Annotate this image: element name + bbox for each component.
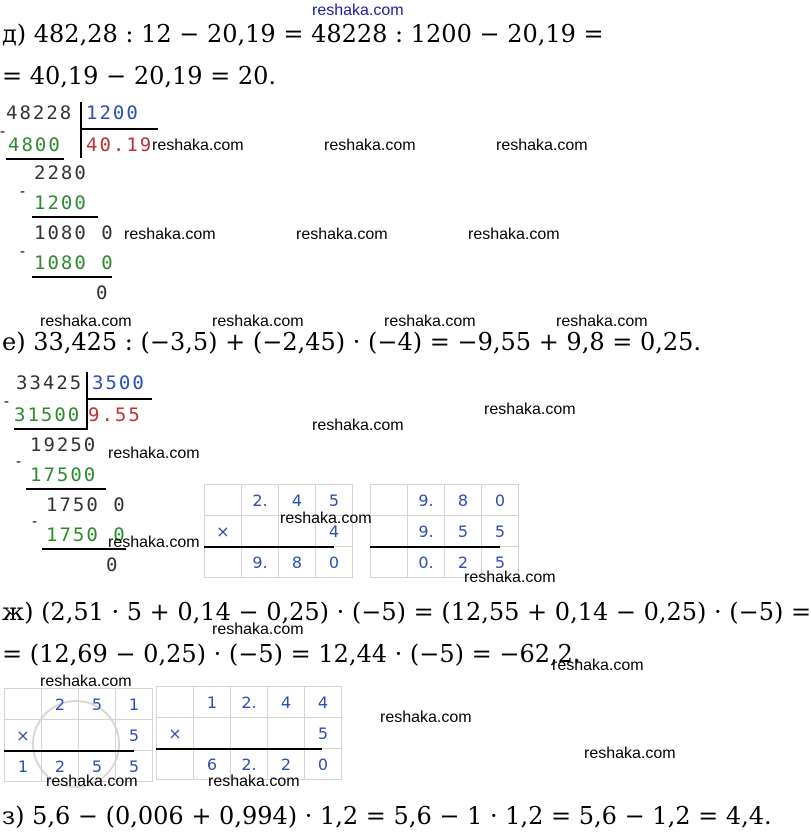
divisor: 3500 xyxy=(92,372,146,394)
step-6: 0 xyxy=(106,554,120,576)
step-line xyxy=(6,158,64,160)
header-watermark: reshaka.com xyxy=(312,2,404,19)
digit-cell: 2. xyxy=(231,687,268,718)
digit-cell: 5 xyxy=(79,689,116,720)
step-line xyxy=(14,428,86,430)
divisor: 1200 xyxy=(86,102,140,124)
minus-sign: - xyxy=(20,244,26,260)
step-1: 31500 xyxy=(14,404,82,426)
watermark: reshaka.com xyxy=(552,657,644,674)
multiplication-grid-e xyxy=(204,484,353,578)
watermark: reshaka.com xyxy=(108,534,200,551)
step-4: 1080 0 xyxy=(34,222,115,244)
subtraction-grid-e xyxy=(370,484,519,578)
watermark: reshaka.com xyxy=(464,569,556,586)
watermark: reshaka.com xyxy=(484,401,576,418)
digit-cell: 8 xyxy=(279,547,316,578)
digit-cell: 5 xyxy=(445,516,482,547)
problem-z-line1: з) 5,6 − (0,006 + 0,994) · 1,2 = 5,6 − 1 · 1,2 = 5,6 − 1,2 = 4,4. xyxy=(2,802,772,830)
digit-cell: 5 xyxy=(116,751,153,782)
watermark: reshaka.com xyxy=(208,773,300,790)
step-line xyxy=(32,276,112,278)
watermark: reshaka.com xyxy=(384,313,476,330)
digit-cell: 2 xyxy=(445,547,482,578)
watermark: reshaka.com xyxy=(40,673,132,690)
digit-cell: 8 xyxy=(445,485,482,516)
watermark: reshaka.com xyxy=(584,745,676,762)
step-line xyxy=(26,488,106,490)
digit-cell: 4 xyxy=(279,485,316,516)
digit-cell: 5 xyxy=(482,547,519,578)
digit-cell: 2 xyxy=(268,749,305,780)
watermark: reshaka.com xyxy=(124,226,216,243)
minus-sign: - xyxy=(0,124,6,140)
watermark: reshaka.com xyxy=(46,773,138,790)
times-sign: × xyxy=(205,516,242,547)
digit-cell: 1 xyxy=(5,751,42,782)
multiplication-grid-zh-1 xyxy=(4,688,153,782)
digit-cell: 5 xyxy=(482,516,519,547)
step-2: 2280 xyxy=(34,162,88,184)
watermark: reshaka.com xyxy=(212,621,304,638)
grid-result-line xyxy=(204,546,334,548)
problem-zh-line2: = (12,69 − 0,25) · (−5) = 12,44 · (−5) = −62,2. xyxy=(2,640,581,668)
step-3: 17500 xyxy=(30,464,98,486)
grid-result-line xyxy=(4,750,134,752)
problem-zh-line1: ж) (2,51 · 5 + 0,14 − 0,25) · (−5) = (12,55 + 0,14 − 0,25) · (−5) = xyxy=(2,598,811,626)
division-bar xyxy=(80,102,82,158)
minus-sign: - xyxy=(20,184,26,200)
digit-cell: 0 xyxy=(316,547,353,578)
watermark: reshaka.com xyxy=(40,313,132,330)
step-6: 0 xyxy=(96,282,110,304)
watermark: reshaka.com xyxy=(212,313,304,330)
watermark: reshaka.com xyxy=(312,417,404,434)
digit-cell: 2 xyxy=(42,751,79,782)
divisor-underline xyxy=(80,128,158,130)
step-1: 4800 xyxy=(8,134,62,156)
digit-cell: 0. xyxy=(408,547,445,578)
step-line xyxy=(32,216,98,218)
watermark: reshaka.com xyxy=(556,313,648,330)
digit-cell: 6 xyxy=(194,749,231,780)
watermark: reshaka.com xyxy=(152,137,244,154)
digit-cell: 4 xyxy=(305,687,342,718)
quotient: 9.55 xyxy=(88,404,142,426)
digit-cell: 9. xyxy=(408,485,445,516)
watermark: reshaka.com xyxy=(496,137,588,154)
watermark: reshaka.com xyxy=(108,445,200,462)
problem-e-line1: е) 33,425 : (−3,5) + (−2,45) · (−4) = −9,55 + 9,8 = 0,25. xyxy=(2,328,702,356)
step-4: 1750 0 xyxy=(46,494,127,516)
step-2: 19250 xyxy=(30,434,98,456)
watermark: reshaka.com xyxy=(468,226,560,243)
digit-cell: 0 xyxy=(305,749,342,780)
digit-cell: 1 xyxy=(194,687,231,718)
step-3: 1200 xyxy=(34,192,88,214)
digit-cell: 5 xyxy=(79,751,116,782)
problem-d-line1: д) 482,28 : 12 − 20,19 = 48228 : 1200 − 20,19 = xyxy=(2,20,604,48)
digit-cell: 5 xyxy=(316,485,353,516)
digit-cell: 2. xyxy=(242,485,279,516)
times-sign: × xyxy=(157,718,194,749)
watermark: reshaka.com xyxy=(380,709,472,726)
digit-cell: 1 xyxy=(116,689,153,720)
minus-sign: - xyxy=(4,394,10,410)
digit-cell: 9. xyxy=(242,547,279,578)
step-5: 1080 0 xyxy=(34,252,115,274)
grid-result-line xyxy=(370,546,500,548)
quotient: 40.19 xyxy=(86,134,154,156)
minus-sign: - xyxy=(32,514,38,530)
dividend: 33425 xyxy=(16,372,84,394)
digit-cell: 5 xyxy=(305,718,342,749)
times-sign: × xyxy=(5,720,42,751)
digit-cell: 2 xyxy=(42,689,79,720)
digit-cell: 4 xyxy=(268,687,305,718)
digit-cell: 5 xyxy=(116,720,153,751)
grid-result-line xyxy=(156,748,322,750)
watermark: reshaka.com xyxy=(280,510,372,527)
dividend: 48228 xyxy=(6,102,74,124)
digit-cell: 9. xyxy=(408,516,445,547)
problem-d-line2: = 40,19 − 20,19 = 20. xyxy=(2,62,277,90)
watermark: reshaka.com xyxy=(296,226,388,243)
step-5: 1750 0 xyxy=(46,524,127,546)
minus-sign: - xyxy=(16,454,22,470)
digit-cell: 4 xyxy=(316,516,353,547)
watermark: reshaka.com xyxy=(324,137,416,154)
digit-cell: 2. xyxy=(231,749,268,780)
digit-cell: 0 xyxy=(482,485,519,516)
divisor-underline xyxy=(86,398,152,400)
multiplication-grid-zh-2 xyxy=(156,686,342,780)
